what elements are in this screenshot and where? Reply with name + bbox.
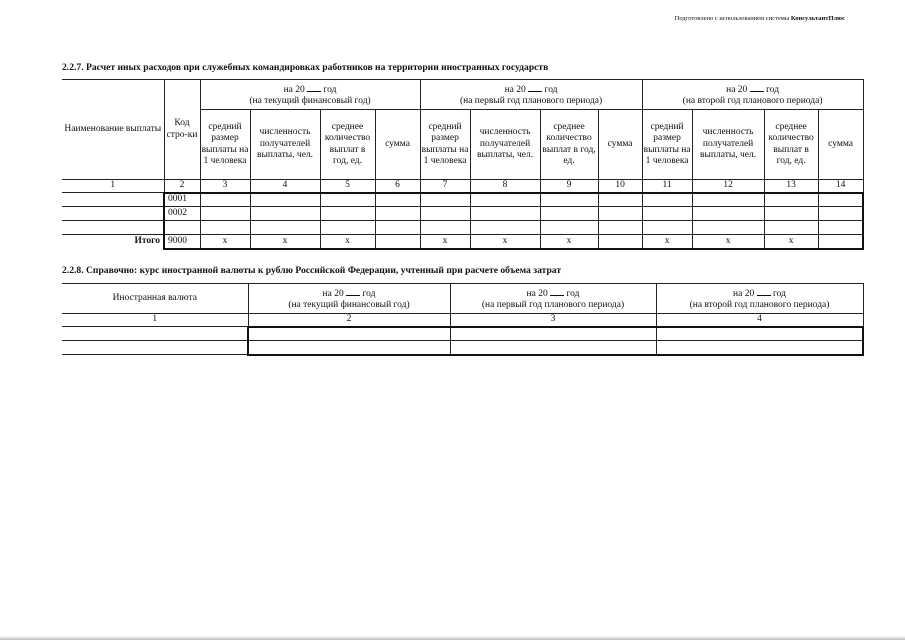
col-number: 8: [470, 180, 540, 193]
data-cell[interactable]: [540, 193, 598, 207]
data-cell[interactable]: [818, 207, 863, 221]
data-cell[interactable]: [598, 221, 642, 235]
header-prefix: Подготовлено с использованием системы: [674, 15, 791, 22]
section-title-2-2-7: 2.2.7. Расчет иных расходов при служебных командировках работников на территории иностранных государств: [62, 62, 549, 73]
subheader-sum: сумма: [818, 110, 863, 180]
data-cell[interactable]: [420, 193, 470, 207]
subheader-avg-size: средний размер выплаты на 1 человека: [200, 110, 250, 180]
col-number: 4: [656, 314, 863, 327]
col-number: 9: [540, 180, 598, 193]
subheader-avg-qty: среднее количество выплат в год, ед.: [320, 110, 375, 180]
column-number-row: [62, 314, 863, 327]
subheader-avg-qty: среднее количество выплат в год, ед.: [540, 110, 598, 180]
data-cell[interactable]: [470, 221, 540, 235]
subheader-avg-size: средний размер выплаты на 1 человека: [420, 110, 470, 180]
page-edge: [0, 636, 905, 640]
rate-cell[interactable]: [450, 341, 656, 355]
column-number-row: [62, 180, 863, 193]
data-cell[interactable]: [764, 221, 818, 235]
rate-cell[interactable]: [656, 327, 863, 341]
group-header-second-plan: на 20 год (на второй год планового периода): [642, 80, 863, 110]
col-number: 3: [200, 180, 250, 193]
data-cell[interactable]: [320, 193, 375, 207]
rate-cell[interactable]: [248, 341, 450, 355]
rate-cell[interactable]: [656, 341, 863, 355]
data-cell[interactable]: [320, 207, 375, 221]
col-number: 5: [320, 180, 375, 193]
col-number: 7: [420, 180, 470, 193]
subheader-count: численность получателей выплаты, чел.: [470, 110, 540, 180]
total-code: 9000: [164, 235, 200, 249]
data-cell[interactable]: [200, 193, 250, 207]
data-cell[interactable]: [375, 235, 420, 249]
currency-cell[interactable]: [62, 327, 248, 341]
data-cell[interactable]: [250, 207, 320, 221]
total-x: x: [250, 235, 320, 249]
total-x: x: [420, 235, 470, 249]
data-cell[interactable]: [764, 193, 818, 207]
rate-cell[interactable]: [248, 327, 450, 341]
col-number: 2: [248, 314, 450, 327]
data-cell[interactable]: [470, 193, 540, 207]
currency-rate-table: [62, 283, 864, 356]
data-cell[interactable]: [200, 221, 250, 235]
data-cell[interactable]: [764, 207, 818, 221]
col-number: 3: [450, 314, 656, 327]
table-row: [62, 327, 863, 341]
data-cell[interactable]: [540, 221, 598, 235]
data-cell[interactable]: [375, 207, 420, 221]
data-cell[interactable]: [692, 221, 764, 235]
section-title-2-2-8: 2.2.8. Справочно: курс иностранной валюты к рублю Российской Федерации, учтенный при расчете объема затрат: [62, 265, 562, 276]
total-row: [62, 235, 863, 249]
group-header-current: на 20 год (на текущий финансовый год): [248, 284, 450, 314]
col-header-name: Наименование выплаты: [62, 80, 164, 180]
data-cell[interactable]: [818, 235, 863, 249]
data-cell[interactable]: [692, 193, 764, 207]
data-cell[interactable]: [250, 193, 320, 207]
group-header-first-plan: на 20 год (на первый год планового периода): [420, 80, 642, 110]
row-name-cell[interactable]: [62, 207, 164, 221]
group-header-first-plan: на 20 год (на первый год планового периода): [450, 284, 656, 314]
col-header-code: Код стро-ки: [164, 80, 200, 180]
group-header-second-plan: на 20 год (на второй год планового периода): [656, 284, 863, 314]
col-number: 1: [62, 314, 248, 327]
data-cell[interactable]: [692, 207, 764, 221]
row-code-cell: 0001: [164, 193, 200, 207]
data-cell[interactable]: [420, 221, 470, 235]
data-cell[interactable]: [598, 235, 642, 249]
data-cell[interactable]: [250, 221, 320, 235]
total-x: x: [200, 235, 250, 249]
data-cell[interactable]: [470, 207, 540, 221]
data-cell[interactable]: [320, 221, 375, 235]
currency-cell[interactable]: [62, 341, 248, 355]
col-number: 2: [164, 180, 200, 193]
subheader-count: численность получателей выплаты, чел.: [250, 110, 320, 180]
col-number: 14: [818, 180, 863, 193]
expenses-table: [62, 79, 864, 250]
subheader-count: численность получателей выплаты, чел.: [692, 110, 764, 180]
total-x: x: [540, 235, 598, 249]
data-cell[interactable]: [420, 207, 470, 221]
row-code-cell: 0002: [164, 207, 200, 221]
total-x: x: [642, 235, 692, 249]
total-x: x: [470, 235, 540, 249]
header-brand: КонсультантПлюс: [790, 15, 845, 22]
total-x: x: [320, 235, 375, 249]
total-x: x: [692, 235, 764, 249]
subheader-avg-qty: среднее количество выплат в год, ед.: [764, 110, 818, 180]
col-number: 13: [764, 180, 818, 193]
table-row: [62, 193, 863, 207]
row-code-cell: [164, 221, 200, 235]
data-cell[interactable]: [375, 193, 420, 207]
col-number: 10: [598, 180, 642, 193]
col-number: 12: [692, 180, 764, 193]
group-header-current: на 20 год (на текущий финансовый год): [200, 80, 420, 110]
col-header-currency: Иностранная валюта: [62, 284, 248, 314]
table-row: [62, 221, 863, 235]
data-cell[interactable]: [642, 193, 692, 207]
row-name-cell[interactable]: [62, 193, 164, 207]
col-number: 6: [375, 180, 420, 193]
subheader-sum: сумма: [375, 110, 420, 180]
data-cell[interactable]: [818, 221, 863, 235]
data-cell[interactable]: [598, 207, 642, 221]
col-number: 11: [642, 180, 692, 193]
subheader-sum: сумма: [598, 110, 642, 180]
col-number: 4: [250, 180, 320, 193]
row-name-cell[interactable]: [62, 221, 164, 235]
data-cell[interactable]: [375, 221, 420, 235]
page-header: [675, 15, 845, 22]
data-cell[interactable]: [642, 221, 692, 235]
data-cell[interactable]: [598, 193, 642, 207]
total-label: Итого: [62, 235, 164, 249]
col-number: 1: [62, 180, 164, 193]
table-row: [62, 207, 863, 221]
subheader-avg-size: средний размер выплаты на 1 человека: [642, 110, 692, 180]
data-cell[interactable]: [200, 207, 250, 221]
total-x: x: [764, 235, 818, 249]
rate-cell[interactable]: [450, 327, 656, 341]
table-row: [62, 341, 863, 355]
data-cell[interactable]: [818, 193, 863, 207]
data-cell[interactable]: [642, 207, 692, 221]
data-cell[interactable]: [540, 207, 598, 221]
